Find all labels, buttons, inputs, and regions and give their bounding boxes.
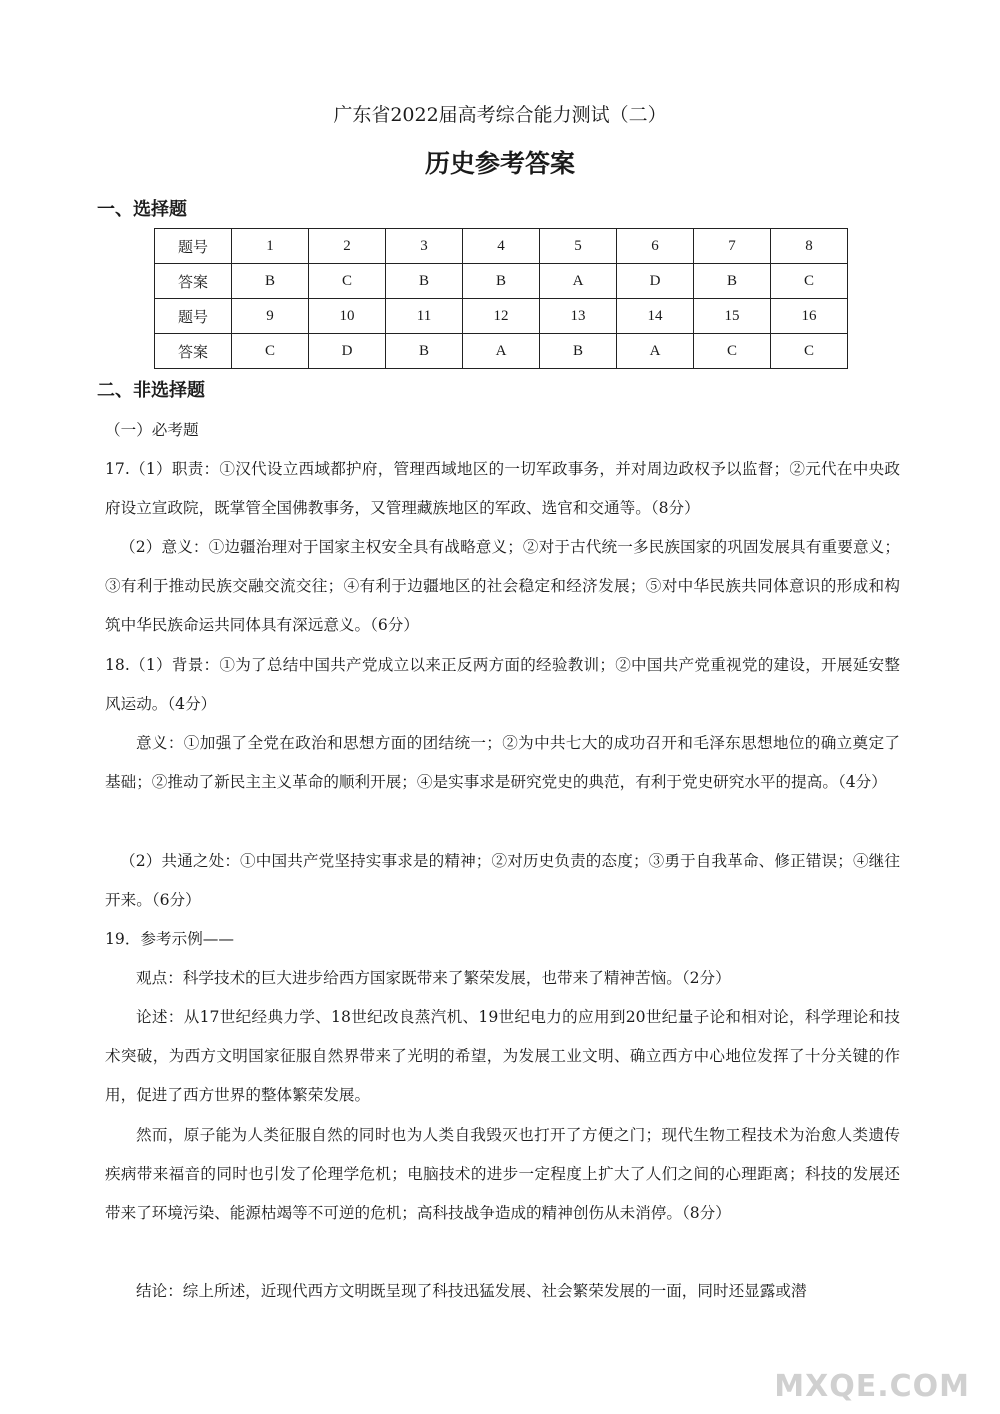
answer-q18-part1-background: 18.（1）背景：①为了总结中国共产党成立以来正反两方面的经验教训；②中国共产党重视党的建设，开展延安整风运动。（4分）	[105, 656, 900, 713]
section-heading-choice: 一、选择题	[97, 199, 187, 220]
answer-q19-counterpoint: 然而，原子能为人类征服自然的同时也为人类自我毁灭也打开了方便之门；现代生物工程技术为治愈人类遗传疾病带来福音的同时也引发了伦理学危机；电脑技术的进步一定程度上扩大了人们之间的心理距离；科技的发展还带来了环境污染、能源枯竭等不可逆的危机；高科技战争造成的精神创伤从未消停。（8分）	[105, 1126, 900, 1222]
table-cell: 2	[309, 229, 386, 264]
table-cell: 7	[694, 229, 771, 264]
table-cell: 5	[540, 229, 617, 264]
table-cell: 15	[694, 299, 771, 334]
table-row	[155, 229, 848, 264]
answer-q18-part2: （2）共通之处：①中国共产党坚持实事求是的精神；②对历史负责的态度；③勇于自我革命、修正错误；④继往开来。（6分）	[105, 852, 900, 909]
answer-q19-viewpoint: 观点：科学技术的巨大进步给西方国家既带来了繁荣发展，也带来了精神苦恼。（2分）	[136, 969, 731, 987]
table-cell: 4	[463, 229, 540, 264]
table-cell: D	[309, 334, 386, 369]
table-cell: B	[694, 264, 771, 299]
table-cell: 10	[309, 299, 386, 334]
answer-q17-part2: （2）意义：①边疆治理对于国家主权安全具有战略意义；②对于古代统一多民族国家的巩固发展具有重要意义；③有利于推动民族交融交流交往；④有利于边疆地区的社会稳定和经济发展；⑤对中华民族共同体意识的形成和构筑中华民族命运共同体具有深远意义。（6分）	[105, 538, 900, 634]
answer-table	[154, 228, 848, 369]
table-cell: 13	[540, 299, 617, 334]
table-cell: D	[617, 264, 694, 299]
answer-q19-intro: 19．参考示例——	[105, 930, 234, 948]
answer-q19-conclusion: 结论：综上所述，近现代西方文明既呈现了科技迅猛发展、社会繁荣发展的一面，同时还显露或潜	[136, 1282, 807, 1300]
section-heading-nonchoice: 二、非选择题	[97, 380, 205, 401]
part-heading-required: （一）必考题	[105, 421, 199, 439]
table-row-header: 答案	[155, 334, 232, 369]
table-cell: 9	[232, 299, 309, 334]
table-cell: 1	[232, 229, 309, 264]
table-cell: B	[463, 264, 540, 299]
site-watermark: MXQE.COM	[774, 1369, 970, 1404]
table-cell: 11	[386, 299, 463, 334]
table-cell: A	[463, 334, 540, 369]
table-cell: 16	[771, 299, 848, 334]
table-cell: 14	[617, 299, 694, 334]
table-cell: A	[617, 334, 694, 369]
table-cell: C	[694, 334, 771, 369]
table-cell: B	[540, 334, 617, 369]
table-cell: 8	[771, 229, 848, 264]
answer-q19-argument: 论述：从17世纪经典力学、18世纪改良蒸汽机、19世纪电力的应用到20世纪量子论和相对论，科学理论和技术突破，为西方文明国家征服自然界带来了光明的希望，为发展工业文明、确立西方中心地位发挥了十分关键的作用，促进了西方世界的整体繁荣发展。	[105, 1008, 900, 1104]
table-cell: 6	[617, 229, 694, 264]
table-row-header: 题号	[155, 299, 232, 334]
table-cell: C	[771, 264, 848, 299]
document-title: 广东省2022届高考综合能力测试（二）	[333, 104, 667, 126]
table-row-header: 答案	[155, 264, 232, 299]
answer-q17-part1: 17.（1）职责：①汉代设立西域都护府，管理西域地区的一切军政事务，并对周边政权予以监督；②元代在中央政府设立宣政院，既掌管全国佛教事务，又管理藏族地区的军政、选官和交通等。（8分）	[105, 460, 900, 517]
table-row	[155, 334, 848, 369]
table-row-header: 题号	[155, 229, 232, 264]
answer-q18-part1-significance: 意义：①加强了全党在政治和思想方面的团结统一；②为中共七大的成功召开和毛泽东思想地位的确立奠定了基础；②推动了新民主主义革命的顺利开展；④是实事求是研究党史的典范，有利于党史研究水平的提高。（4分）	[105, 734, 900, 791]
table-cell: B	[232, 264, 309, 299]
table-cell: C	[309, 264, 386, 299]
document-subtitle: 历史参考答案	[424, 149, 575, 178]
table-cell: 12	[463, 299, 540, 334]
table-cell: C	[232, 334, 309, 369]
table-cell: C	[771, 334, 848, 369]
table-cell: A	[540, 264, 617, 299]
table-cell: 3	[386, 229, 463, 264]
table-cell: B	[386, 334, 463, 369]
table-row	[155, 299, 848, 334]
table-row	[155, 264, 848, 299]
table-cell: B	[386, 264, 463, 299]
